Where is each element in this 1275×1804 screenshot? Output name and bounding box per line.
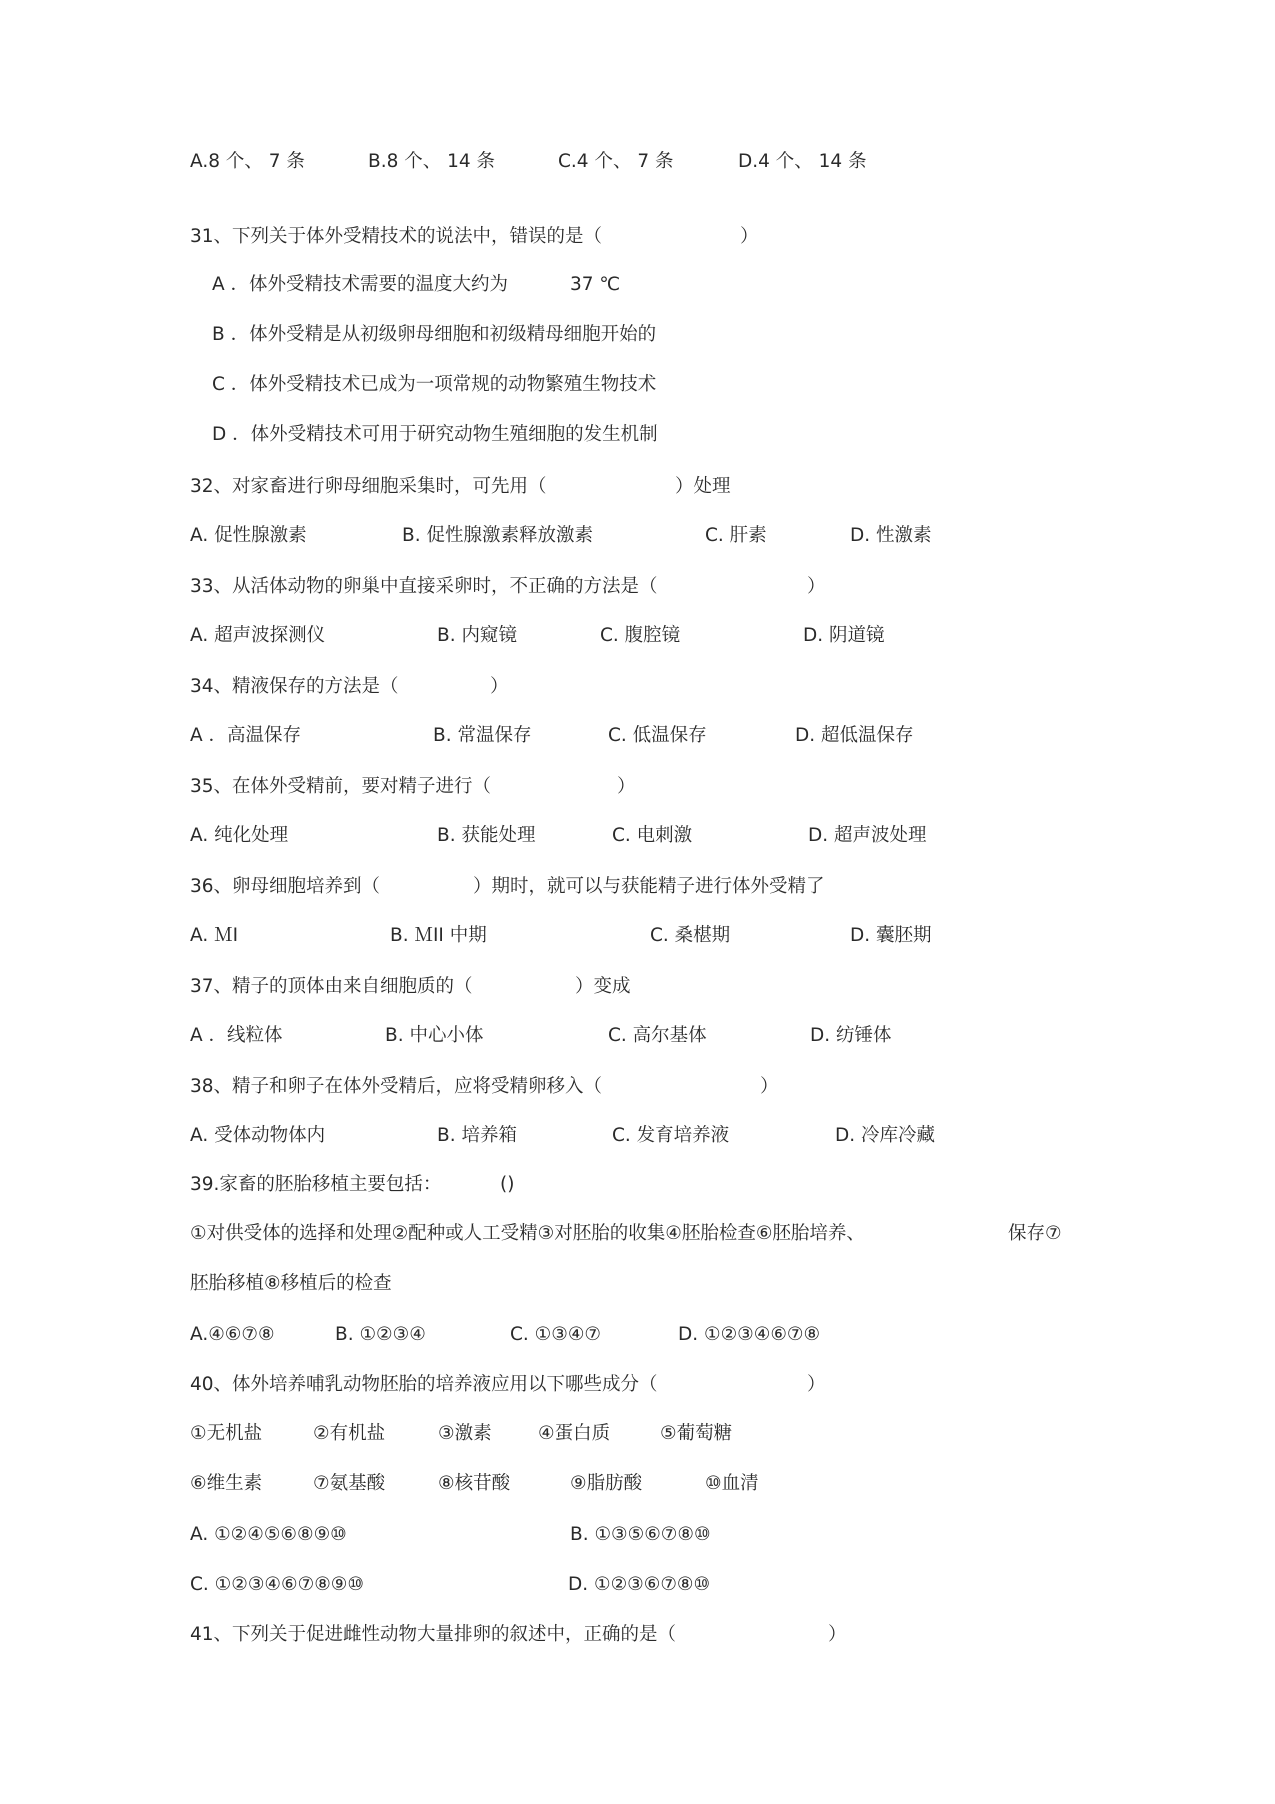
q34-option-d[interactable]: D. 超低温保存 <box>795 725 914 746</box>
q36-paren-close: ）期时，就可以与获能精子进行体外受精了 <box>473 876 825 897</box>
q33-stem-text: 33、从活体动物的卵巢中直接采卵时，不正确的方法是（ <box>190 576 658 597</box>
q34-option-a[interactable]: A ．高温保存 <box>190 725 302 746</box>
q35-stem-text: 35、在体外受精前，要对精子进行（ <box>190 776 492 797</box>
q37-option-c[interactable]: C. 高尔基体 <box>608 1025 707 1046</box>
q34-option-c[interactable]: C. 低温保存 <box>608 725 707 746</box>
q35-option-a[interactable]: A. 纯化处理 <box>190 825 289 846</box>
q38-option-c[interactable]: C. 发育培养液 <box>612 1125 730 1146</box>
q32-option-a[interactable]: A. 促性腺激素 <box>190 525 307 546</box>
q40-item: ③激素 <box>438 1423 492 1444</box>
q39-stem-text: 39.家畜的胚胎移植主要包括： <box>190 1174 442 1195</box>
q37-option-b[interactable]: B. 中心小体 <box>385 1025 484 1046</box>
q39-steps-tail: 保存⑦ <box>1008 1223 1062 1244</box>
q31-option-d-text: D ．体外受精技术可用于研究动物生殖细胞的发生机制 <box>212 424 658 445</box>
q36-option-d[interactable]: D. 囊胚期 <box>850 925 932 946</box>
q30-option-c[interactable]: C.4 个、 7 条 <box>558 151 674 172</box>
q36-stem-text: 36、卵母细胞培养到（ <box>190 876 381 897</box>
q38-option-b[interactable]: B. 培养箱 <box>437 1125 517 1146</box>
q40-item: ④蛋白质 <box>538 1423 611 1444</box>
q40-item: ②有机盐 <box>313 1423 386 1444</box>
q41-stem-text: 41、下列关于促进雌性动物大量排卵的叙述中，正确的是（ <box>190 1624 677 1645</box>
q33-option-c[interactable]: C. 腹腔镜 <box>600 625 681 646</box>
q39-option-d[interactable]: D. ①②③④⑥⑦⑧ <box>678 1324 821 1345</box>
q39-steps-text: ①对供受体的选择和处理②配种或人工受精③对胚胎的收集④胚胎检查⑥胚胎培养、 <box>190 1223 865 1244</box>
q31-option-a-text: A ．体外受精技术需要的温度大约为 <box>212 274 509 295</box>
q33-option-b[interactable]: B. 内窥镜 <box>437 625 517 646</box>
q37-paren-close: ）变成 <box>575 976 631 997</box>
q30-option-d[interactable]: D.4 个、 14 条 <box>738 151 867 172</box>
q40-stem-text: 40、体外培养哺乳动物胚胎的培养液应用以下哪些成分（ <box>190 1374 658 1395</box>
q31-option-c-text: C ．体外受精技术已成为一项常规的动物繁殖生物技术 <box>212 374 657 395</box>
q34-option-b[interactable]: B. 常温保存 <box>433 725 532 746</box>
q37-option-a[interactable]: A ．线粒体 <box>190 1025 283 1046</box>
q32-option-c[interactable]: C. 肝素 <box>705 525 767 546</box>
q39-option-b[interactable]: B. ①②③④ <box>335 1324 426 1345</box>
q38-option-a[interactable]: A. 受体动物体内 <box>190 1125 326 1146</box>
q40-item: ⑩血清 <box>705 1473 759 1494</box>
q40-option-b[interactable]: B. ①③⑤⑥⑦⑧⑩ <box>570 1524 711 1545</box>
q38-option-d[interactable]: D. 冷库冷藏 <box>835 1125 936 1146</box>
q33-paren-close: ） <box>807 576 826 597</box>
q39-option-c[interactable]: C. ①③④⑦ <box>510 1324 602 1345</box>
q40-item: ⑨脂肪酸 <box>570 1473 643 1494</box>
q40-option-a[interactable]: A. ①②④⑤⑥⑧⑨⑩ <box>190 1524 347 1545</box>
q36-option-b[interactable]: B. ＭⅠⅠ 中期 <box>390 925 487 946</box>
q41-paren-close: ） <box>828 1624 847 1645</box>
q31-option-b-text: B ．体外受精是从初级卵母细胞和初级精母细胞开始的 <box>212 324 657 345</box>
q40-option-d[interactable]: D. ①②③⑥⑦⑧⑩ <box>568 1574 711 1595</box>
q31-option-a-value: 37 ℃ <box>570 274 621 295</box>
q38-paren-close: ） <box>760 1076 779 1097</box>
q34-stem-text: 34、精液保存的方法是（ <box>190 676 399 697</box>
q36-option-a[interactable]: A. ＭⅠ <box>190 925 239 946</box>
q37-stem-text: 37、精子的顶体由来自细胞质的（ <box>190 976 473 997</box>
q39-option-a[interactable]: A.④⑥⑦⑧ <box>190 1324 275 1345</box>
q35-option-b[interactable]: B. 获能处理 <box>437 825 536 846</box>
q32-option-b[interactable]: B. 促性腺激素释放激素 <box>402 525 593 546</box>
q35-paren-close: ） <box>617 776 636 797</box>
q33-option-d[interactable]: D. 阴道镜 <box>803 625 885 646</box>
q40-option-c[interactable]: C. ①②③④⑥⑦⑧⑨⑩ <box>190 1574 364 1595</box>
q40-paren-close: ） <box>807 1374 826 1395</box>
q32-paren-close: ）处理 <box>675 476 731 497</box>
q31-stem-text: 31、下列关于体外受精技术的说法中，错误的是（ <box>190 226 603 247</box>
q38-stem-text: 38、精子和卵子在体外受精后，应将受精卵移入（ <box>190 1076 603 1097</box>
q31-paren-close: ） <box>740 226 759 247</box>
q39-steps-line2-text: 胚胎移植⑧移植后的检查 <box>190 1273 392 1294</box>
q40-item: ⑦氨基酸 <box>313 1473 386 1494</box>
q30-option-a[interactable]: A.8 个、 7 条 <box>190 151 305 172</box>
q40-item: ①无机盐 <box>190 1423 263 1444</box>
q33-option-a[interactable]: A. 超声波探测仪 <box>190 625 326 646</box>
q40-item: ⑧核苷酸 <box>438 1473 511 1494</box>
q35-option-d[interactable]: D. 超声波处理 <box>808 825 927 846</box>
q34-paren-close: ） <box>490 676 509 697</box>
q35-option-c[interactable]: C. 电刺激 <box>612 825 693 846</box>
q30-option-b[interactable]: B.8 个、 14 条 <box>368 151 496 172</box>
q39-paren: () <box>500 1174 515 1195</box>
q37-option-d[interactable]: D. 纺锤体 <box>810 1025 892 1046</box>
q40-item: ⑤葡萄糖 <box>660 1423 733 1444</box>
q36-option-c[interactable]: C. 桑椹期 <box>650 925 731 946</box>
q32-option-d[interactable]: D. 性激素 <box>850 525 932 546</box>
q40-item: ⑥维生素 <box>190 1473 263 1494</box>
q32-stem-text: 32、对家畜进行卵母细胞采集时，可先用（ <box>190 476 547 497</box>
